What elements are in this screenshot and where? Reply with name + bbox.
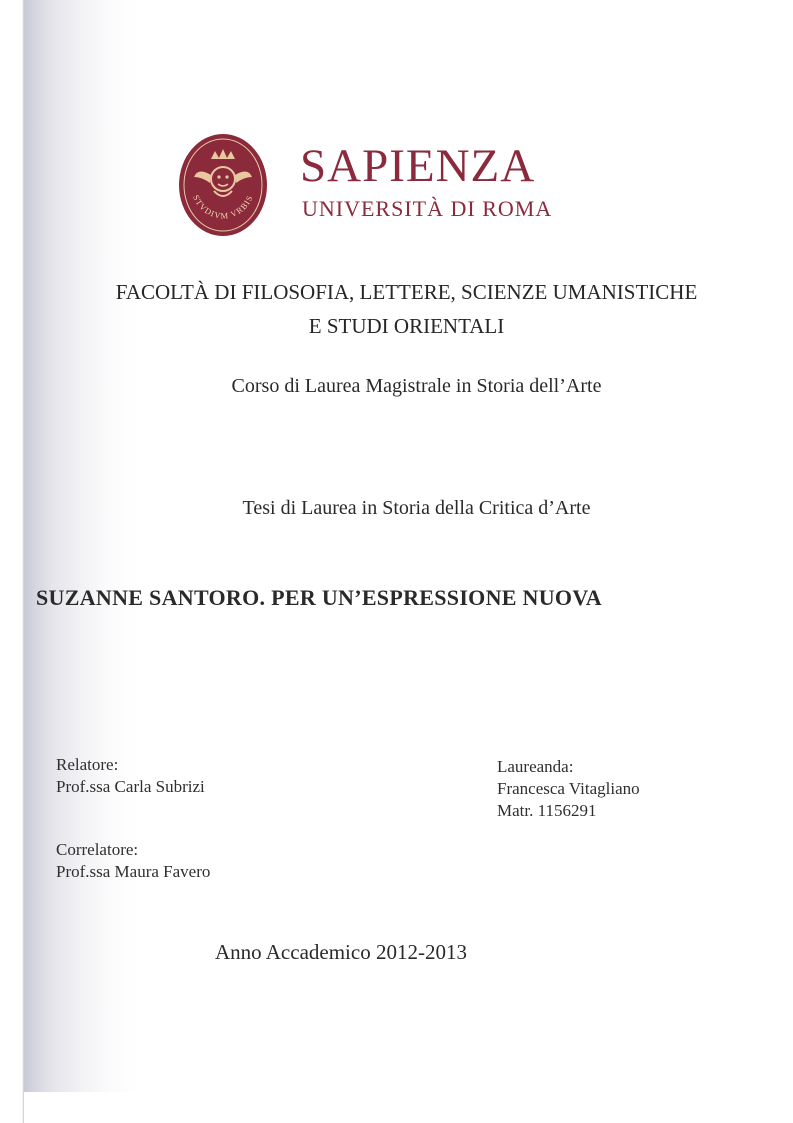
thesis-title: SUZANNE SANTORO. PER UN’ESPRESSIONE NUOVA (36, 585, 602, 610)
academic-year: Anno Accademico 2012-2013 (215, 940, 467, 964)
course-name: Corso di Laurea Magistrale in Storia dell’Arte (231, 375, 602, 397)
correlatore-name: Prof.ssa Maura Favero (56, 862, 211, 881)
thesis-type: Tesi di Laurea in Storia della Critica d’Arte (242, 497, 591, 519)
scan-bottom-edge (24, 1092, 793, 1123)
relatore-name: Prof.ssa Carla Subrizi (56, 777, 205, 796)
laureanda-label: Laureanda: (497, 757, 574, 776)
sapienza-seal-logo (178, 133, 268, 237)
scan-edge-shadow (0, 0, 140, 1123)
relatore-label: Relatore: (56, 755, 119, 774)
laureanda-matricola: Matr. 1156291 (497, 801, 597, 820)
correlatore-block (56, 839, 210, 883)
relatore-block (56, 754, 205, 798)
faculty-line-2: E STUDI ORIENTALI (308, 314, 505, 338)
laureanda-name: Francesca Vitagliano (497, 779, 640, 798)
university-subtitle: UNIVERSITÀ DI ROMA (302, 196, 553, 221)
seal-text: STVDIVM VRBIS (191, 193, 255, 221)
faculty-line-1: FACOLTÀ DI FILOSOFIA, LETTERE, SCIENZE UMANISTICHE (115, 280, 698, 304)
faculty-name (0, 275, 793, 343)
university-name: SAPIENZA (300, 140, 536, 192)
laureanda-block (497, 756, 640, 822)
correlatore-label: Correlatore: (56, 840, 139, 859)
